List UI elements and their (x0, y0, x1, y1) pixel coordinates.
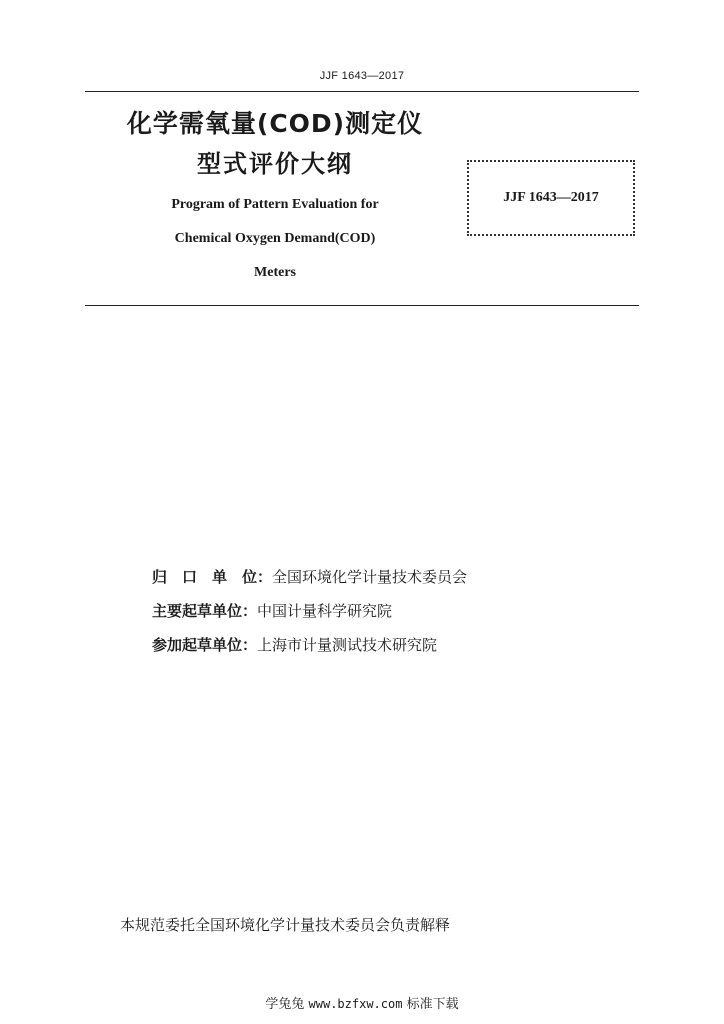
title-cn-line1: 化学需氧量(COD)测定仪 (126, 109, 424, 138)
title-en-line2: Chemical Oxygen Demand(COD) (174, 231, 376, 246)
org-value: 上海市计量测试技术研究院 (257, 636, 438, 654)
header-standard-code: JJF 1643—2017 (319, 70, 405, 82)
title-block (95, 106, 455, 290)
org-value: 全国环境化学计量技术委员会 (272, 568, 468, 586)
watermark (0, 993, 724, 1012)
org-label: 主要起草单位： (152, 602, 258, 620)
organization-list (152, 566, 467, 668)
org-label: 参加起草单位： (152, 636, 258, 654)
interpretation-note: 本规范委托全国环境化学计量技术委员会负责解释 (120, 916, 451, 934)
title-en-line3: Meters (254, 265, 296, 280)
org-row-centralized (152, 566, 467, 600)
org-row-participating (152, 634, 467, 668)
watermark-url: www.bzfxw.com (308, 997, 403, 1011)
org-value: 中国计量科学研究院 (257, 602, 393, 620)
org-row-main-drafting (152, 600, 467, 634)
watermark-suffix: 标准下载 (406, 997, 459, 1012)
title-en-line1: Program of Pattern Evaluation for (171, 197, 379, 212)
standard-code-box (467, 160, 635, 236)
bottom-rule (85, 305, 639, 306)
title-cn-line2: 型式评价大纲 (197, 150, 353, 178)
standard-code-box-text: JJF 1643—2017 (503, 190, 599, 205)
watermark-prefix: 学兔兔 (265, 997, 305, 1012)
top-rule (85, 91, 639, 92)
org-label: 归 口 单 位： (152, 568, 273, 586)
